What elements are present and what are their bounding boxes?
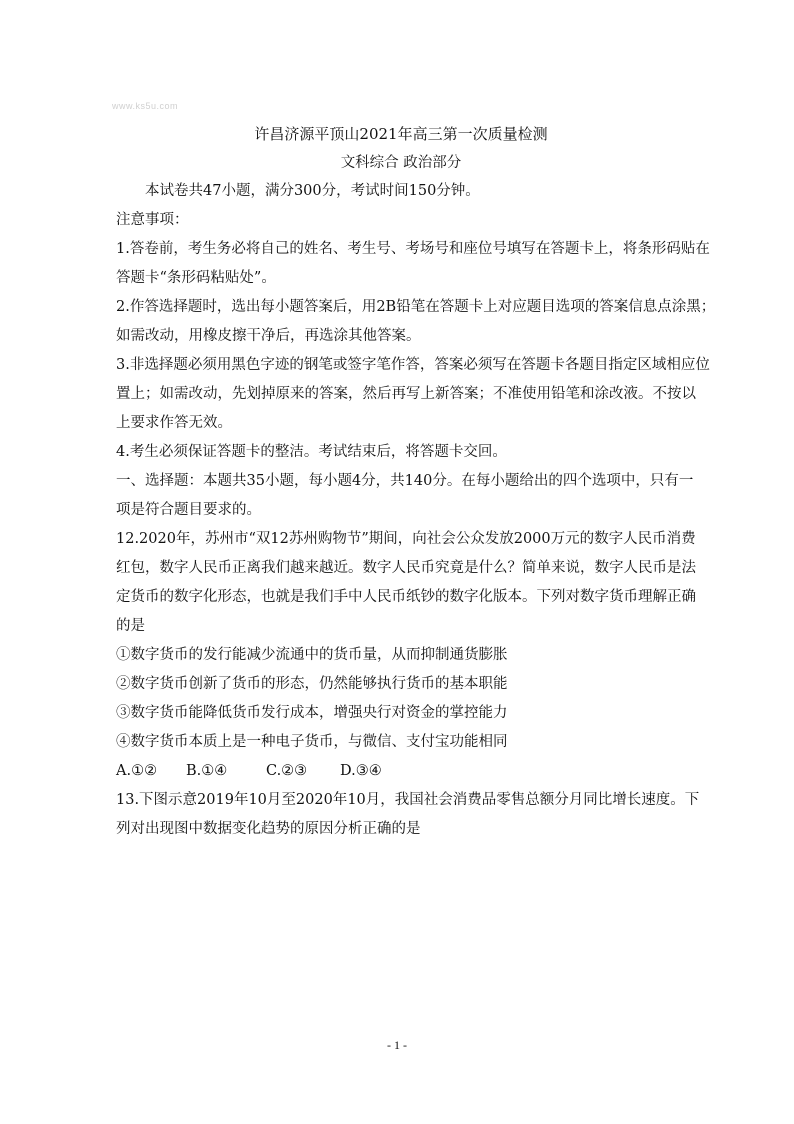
q12-stem-line-1: 12.2020年，苏州市“双12苏州购物节”期间，向社会公众发放2000万元的数字人民币消费 [116,531,696,547]
q12-stem-line-3: 定货币的数字化形态，也就是我们手中人民币纸钞的数字化版本。下列对数字货币理解正确 [116,589,696,605]
q12-options [116,757,686,786]
notes-heading: 注意事项： [116,212,189,228]
note-3-line-2: 置上；如需改动，先划掉原来的答案，然后再写上新答案；不准使用铅笔和涂改液。不按以 [116,386,696,402]
page-content [116,120,716,844]
page-number: - 1 - [387,1038,407,1052]
q12-statement-3: ③数字货币能降低货币发行成本，增强央行对资金的掌控能力 [116,705,508,721]
note-1-line-1: 1.答卷前，考生务必将自己的姓名、考生号、考场号和座位号填写在答题卡上，将条形码贴在 [116,241,710,257]
q12-stem-line-4: 的是 [116,618,145,634]
note-1-line-2: 答题卡“条形码粘贴处”。 [116,270,276,286]
section-heading-line-2: 项是符合题目要求的。 [116,502,261,518]
note-4-line-1: 4.考生必须保证答题卡的整洁。考试结束后，将答题卡交回。 [116,444,507,460]
note-2-line-1: 2.作答选择题时，选出每小题答案后，用2B铅笔在答题卡上对应题目选项的答案信息点涂黑； [116,299,716,315]
q13-stem-line-2: 列对出现图中数据变化趋势的原因分析正确的是 [116,821,421,837]
exam-title: 许昌济源平顶山2021年高三第一次质量检测 [254,125,548,143]
note-3-line-3: 上要求作答无效。 [116,415,232,431]
q12-statement-1: ①数字货币的发行能减少流通中的货币量，从而抑制通货膨胀 [116,647,508,663]
watermark: www.ks5u.com [112,101,179,111]
note-2-line-2: 如需改动，用橡皮擦干净后，再选涂其他答案。 [116,328,421,344]
q12-statement-2: ②数字货币创新了货币的形态，仍然能够执行货币的基本职能 [116,676,508,692]
q13-stem-line-1: 13.下图示意2019年10月至2020年10月，我国社会消费品零售总额分月同比增长速度。下 [116,792,700,808]
q12-option-b: B.①④ [186,763,228,779]
q12-option-c: C.②③ [266,763,308,779]
section-heading-line-1: 一、选择题：本题共35小题，每小题4分，共140分。在每小题给出的四个选项中，只有一 [116,473,694,489]
exam-subtitle: 文科综合 政治部分 [340,155,462,171]
q12-stem-line-2: 红包，数字人民币正离我们越来越近。数字人民币究竟是什么？简单来说，数字人民币是法 [116,560,696,576]
note-3-line-1: 3.非选择题必须用黑色字迹的钢笔或签字笔作答，答案必须写在答题卡各题目指定区域相应位 [116,357,710,373]
q12-option-d: D.③④ [340,763,382,779]
q12-statement-4: ④数字货币本质上是一种电子货币，与微信、支付宝功能相同 [116,734,508,750]
intro-text: 本试卷共47小题，满分300分，考试时间150分钟。 [145,183,480,199]
q12-option-a: A.①② [116,763,158,779]
